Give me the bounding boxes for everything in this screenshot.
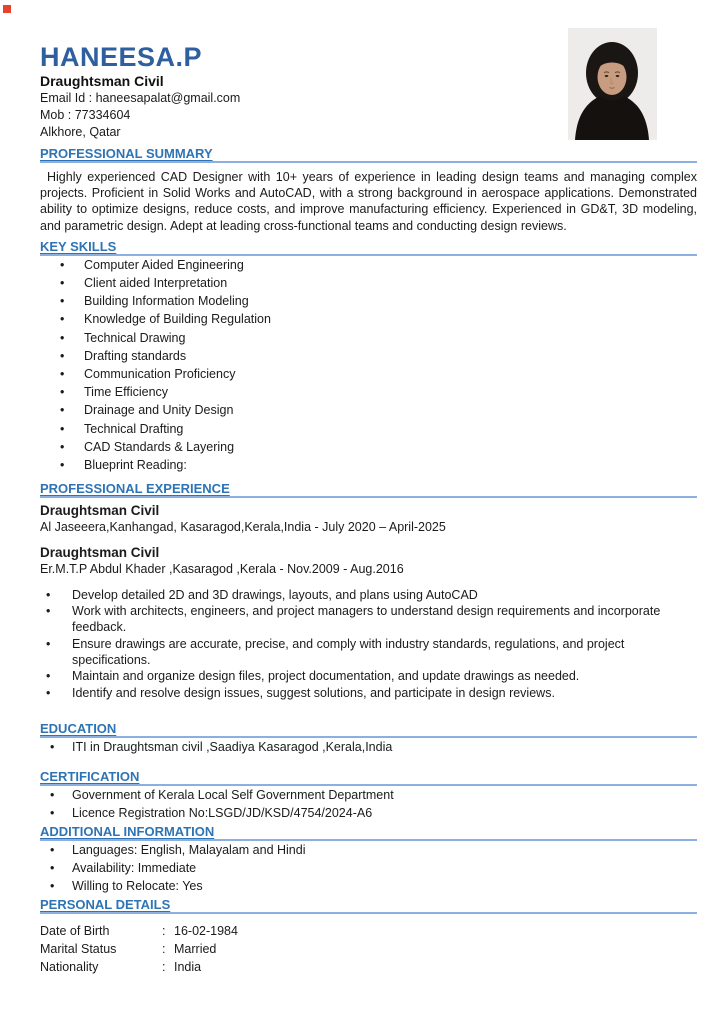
skill-item — [40, 313, 697, 326]
skill-item — [40, 259, 697, 272]
heading-text: KEY SKILLS — [40, 238, 117, 254]
section-heading-education — [40, 722, 697, 738]
skill-item-text: Knowledge of Building Regulation — [84, 312, 271, 327]
personal-detail-row — [40, 958, 697, 976]
candidate-job-title: Draughtsman Civil — [40, 73, 164, 89]
skill-item-text: Time Efficiency — [84, 385, 169, 400]
person-portrait-icon — [568, 28, 657, 140]
skill-item-text: Building Information Modeling — [84, 294, 249, 309]
section-heading-personal-details — [40, 898, 697, 914]
section-heading-professional-summary — [40, 147, 697, 163]
bullet-icon — [46, 685, 72, 701]
additional-item — [40, 880, 697, 893]
skill-item-text: Technical Drafting — [84, 421, 184, 436]
duty-item — [40, 685, 697, 701]
duty-item — [40, 603, 697, 636]
additional-information-list — [40, 844, 697, 893]
personal-detail-label: Date of Birth — [40, 923, 110, 938]
education-list — [40, 741, 697, 754]
heading-text: PROFESSIONAL EXPERIENCE — [40, 480, 230, 496]
skill-item — [40, 350, 697, 363]
duty-item-text: Ensure drawings are accurate, precise, and comply with industry standards, regulations, and project specifications. — [72, 636, 625, 668]
skill-item — [40, 368, 697, 381]
skill-item-text: Blueprint Reading: — [84, 457, 187, 472]
heading-text: CERTIFICATION — [40, 768, 140, 784]
duty-item — [40, 636, 697, 669]
bullet-icon — [60, 350, 84, 363]
heading-text: ADDITIONAL INFORMATION — [40, 823, 215, 839]
personal-detail-separator: : — [162, 923, 166, 938]
skill-item — [40, 423, 697, 436]
additional-item-text: Languages: English, Malayalam and Hindi — [72, 842, 306, 857]
bullet-icon — [50, 789, 72, 802]
job-title: Draughtsman Civil — [40, 502, 160, 518]
experience-jobs — [40, 502, 697, 577]
bullet-icon — [60, 313, 84, 326]
experience-duties-list — [40, 587, 697, 701]
skill-item — [40, 386, 697, 399]
skill-item — [40, 332, 697, 345]
heading-text: PROFESSIONAL SUMMARY — [40, 146, 213, 161]
skill-item-text: Computer Aided Engineering — [84, 257, 244, 272]
certification-item — [40, 807, 697, 820]
mobile-line: Mob : 77334604 — [40, 108, 131, 122]
job-entry — [40, 544, 697, 577]
bullet-icon — [50, 862, 72, 875]
heading-text: EDUCATION — [40, 720, 117, 736]
skill-item — [40, 441, 697, 454]
job-company-dates: Al Jaseeera,Kanhangad, Kasaragod,Kerala,India - July 2020 – April-2025 — [40, 519, 446, 534]
duty-item — [40, 587, 697, 603]
skill-item — [40, 404, 697, 417]
personal-details-table — [40, 922, 697, 976]
section-heading-professional-experience — [40, 482, 697, 498]
bullet-icon — [60, 404, 84, 417]
bullet-icon — [50, 741, 72, 754]
heading-text: PERSONAL DETAILS — [40, 896, 171, 912]
job-title: Draughtsman Civil — [40, 544, 160, 560]
additional-item-text: Willing to Relocate: Yes — [72, 878, 203, 893]
additional-item — [40, 862, 697, 875]
bullet-icon — [60, 423, 84, 436]
personal-detail-label: Marital Status — [40, 941, 117, 956]
duty-item-text: Work with architects, engineers, and project managers to understand design requirements and incorporate feedback. — [72, 604, 661, 635]
summary-paragraph: Highly experienced CAD Designer with 10+ years of experience in leading design teams and managing complex projects. Proficient in Solid Works and AutoCAD, with a strong background in aerospace applications. Demonstrated ability to optimize designs, reduce costs, and improve manufacturing efficiency. Experienced in GD&T, 3D modeling, and parametric design. Adept at leading cross-functional teams and conducting design reviews. — [40, 170, 697, 233]
bullet-icon — [46, 636, 72, 669]
skill-item — [40, 295, 697, 308]
bullet-icon — [60, 259, 84, 272]
certification-list — [40, 789, 697, 820]
section-heading-certification — [40, 770, 697, 786]
bullet-icon — [60, 332, 84, 345]
personal-detail-separator: : — [162, 959, 166, 974]
bullet-icon — [50, 844, 72, 857]
personal-detail-row — [40, 922, 697, 940]
skill-item — [40, 459, 697, 472]
duty-item-text: Develop detailed 2D and 3D drawings, layouts, and plans using AutoCAD — [72, 587, 478, 602]
location-line: Alkhore, Qatar — [40, 125, 121, 139]
section-heading-additional-information — [40, 825, 697, 841]
certification-item-text: Licence Registration No:LSGD/JD/KSD/4754/2024-A6 — [72, 805, 373, 820]
duty-item-text: Maintain and organize design files, project documentation, and update drawings as needed. — [72, 669, 580, 684]
bullet-icon — [60, 295, 84, 308]
education-item — [40, 741, 697, 754]
personal-detail-label: Nationality — [40, 959, 99, 974]
certification-item — [40, 789, 697, 802]
skill-item-text: Communication Proficiency — [84, 366, 236, 381]
candidate-name: HANEESA.P — [40, 42, 203, 72]
personal-detail-value: 16-02-1984 — [174, 923, 238, 938]
job-company-dates: Er.M.T.P Abdul Khader ,Kasaragod ,Kerala - Nov.2009 - Aug.2016 — [40, 561, 404, 576]
bullet-icon — [50, 807, 72, 820]
bullet-icon — [46, 603, 72, 636]
bullet-icon — [60, 386, 84, 399]
section-heading-key-skills — [40, 240, 697, 256]
additional-item-text: Availability: Immediate — [72, 860, 197, 875]
additional-item — [40, 844, 697, 857]
job-entry — [40, 502, 697, 535]
bullet-icon — [60, 277, 84, 290]
bullet-icon — [46, 668, 72, 684]
skill-item-text: CAD Standards & Layering — [84, 439, 235, 454]
key-skills-list — [40, 259, 697, 472]
personal-detail-row — [40, 940, 697, 958]
email-line: Email Id : haneesapalat@gmail.com — [40, 91, 241, 105]
bullet-icon — [60, 459, 84, 472]
profile-photo — [568, 28, 657, 140]
personal-detail-value: India — [174, 959, 202, 974]
bullet-icon — [50, 880, 72, 893]
bullet-icon — [60, 368, 84, 381]
skill-item-text: Technical Drawing — [84, 330, 186, 345]
duty-item-text: Identify and resolve design issues, suggest solutions, and participate in design reviews. — [72, 685, 555, 700]
education-item-text: ITI in Draughtsman civil ,Saadiya Kasaragod ,Kerala,India — [72, 739, 393, 754]
skill-item — [40, 277, 697, 290]
bullet-icon — [46, 587, 72, 603]
duty-item — [40, 668, 697, 684]
bullet-icon — [60, 441, 84, 454]
personal-detail-separator: : — [162, 941, 166, 956]
personal-detail-value: Married — [174, 941, 217, 956]
certification-item-text: Government of Kerala Local Self Government Department — [72, 787, 394, 802]
skill-item-text: Client aided Interpretation — [84, 276, 228, 290]
skill-item-text: Drainage and Unity Design — [84, 403, 234, 418]
skill-item-text: Drafting standards — [84, 348, 187, 363]
red-corner-marker — [3, 5, 11, 13]
